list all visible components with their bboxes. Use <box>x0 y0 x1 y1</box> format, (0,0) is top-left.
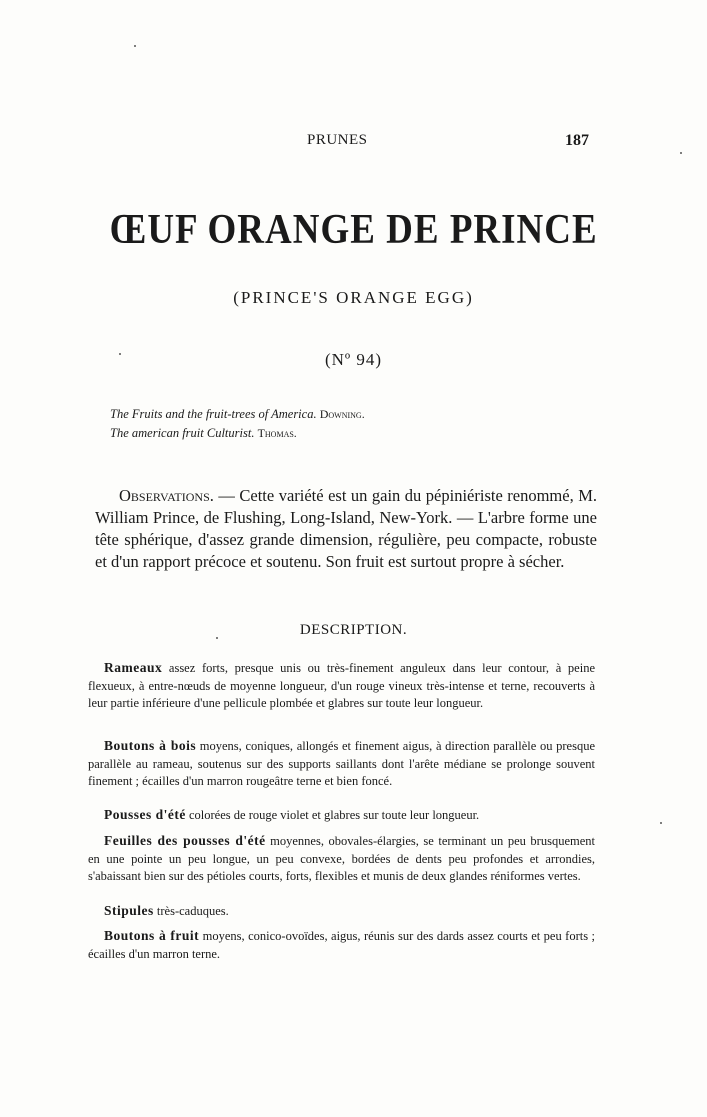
paper-speck <box>660 822 662 824</box>
description-term: Boutons à bois <box>104 738 197 753</box>
reference-line <box>110 405 610 424</box>
description-term: Boutons à fruit <box>104 928 200 943</box>
description-term: Stipules <box>104 903 154 918</box>
reference-title: The american fruit Culturist. <box>110 426 255 440</box>
reference-title: The Fruits and the fruit-trees of America. <box>110 407 317 421</box>
description-entry <box>88 927 595 963</box>
paper-speck <box>134 45 136 47</box>
reference-author: Downing. <box>319 407 365 421</box>
variety-number: (Nº 94) <box>324 350 383 369</box>
observations-text: — Cette variété est un gain du pépiniériste renommé, M. William Prince, de Flushing, Long-Island, New-York. — L'arbre forme une tête sphérique, d'assez grande dimension, régulière, peu compacte, robuste et d'un rapport précoce et soutenu. Son fruit est surtout propre à sécher. <box>95 486 597 571</box>
description-text: très-caduques. <box>153 904 229 918</box>
description-text: assez forts, presque unis ou très-finement anguleux dans leur contour, à peine flexueux, à entre-nœuds de moyenne longueur, d'un rouge vineux très-intense et terne, recouverts à leur partie inférieure d'une pellicule plombée et glabres sur toute leur longueur. <box>88 661 595 710</box>
references <box>110 405 610 443</box>
description-heading: DESCRIPTION. <box>299 622 408 638</box>
description-text: moyens, coniques, allongés et finement aigus, à direction parallèle ou presque parallèle au rameau, soutenus sur des supports saillants dont l'arête médiane se prolonge souvent finement ; écailles d'un marron rougeâtre terne et bien foncé. <box>88 739 595 788</box>
running-head <box>0 132 707 154</box>
description-text: moyens, conico-ovoïdes, aigus, réunis sur des dards assez courts et peu forts ; écailles d'un marron terne. <box>88 929 596 961</box>
paper-speck <box>216 637 218 639</box>
section-name: PRUNES <box>307 132 368 148</box>
description-text: colorées de rouge violet et glabres sur toute leur longueur. <box>185 808 480 822</box>
description-term: Pousses d'été <box>104 807 186 822</box>
page-number: 187 <box>565 132 589 149</box>
paper-speck <box>119 353 121 355</box>
description-text: moyennes, obovales-élargies, se terminant un peu brusquement en une pointe un peu longue, un peu convexe, bordées de dents peu profondes et arrondies, s'abaissant bien sur des pétioles courts, forts, flexibles et munis de deux glandes réniformes vertes. <box>88 834 595 883</box>
reference-line <box>110 424 610 443</box>
description-entry <box>88 806 595 825</box>
description-entry <box>88 902 595 921</box>
description-entry <box>88 659 595 713</box>
observations-paragraph <box>95 485 597 573</box>
paper-speck <box>680 152 682 154</box>
page-subtitle: (PRINCE'S ORANGE EGG) <box>233 288 474 307</box>
description-term: Rameaux <box>104 660 163 675</box>
page-title: ŒUF ORANGE DE PRINCE <box>109 206 598 254</box>
observations-label: Observations. <box>119 486 214 505</box>
description-entry <box>88 832 595 886</box>
description-entry <box>88 737 595 791</box>
description-term: Feuilles des pousses d'été <box>104 833 266 848</box>
reference-author: Thomas. <box>257 426 297 440</box>
